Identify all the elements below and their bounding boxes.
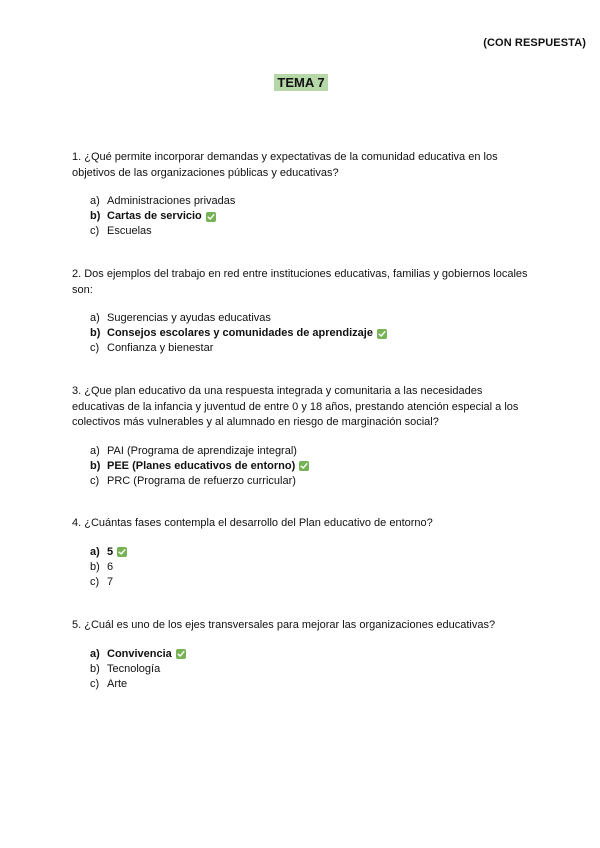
option-text: Administraciones privadas (107, 195, 236, 207)
option-letter: a) (90, 195, 100, 207)
option-text: Arte (107, 677, 128, 690)
question-text: 5. ¿Cuál es uno de los ejes transversales para mejorar las organizaciones educativas? (72, 619, 496, 631)
option-letter: c) (90, 474, 100, 487)
check-mark-icon (299, 461, 309, 471)
option-letter: c) (90, 342, 100, 354)
question-block (72, 267, 532, 356)
answer-options (72, 545, 532, 590)
answer-option (90, 194, 532, 209)
option-letter: a) (90, 312, 100, 324)
check-mark-icon (206, 212, 216, 222)
question-block (72, 384, 532, 489)
answer-options (72, 444, 532, 489)
answer-option (90, 474, 532, 489)
check-mark-icon (377, 329, 387, 339)
answer-option (90, 560, 532, 575)
option-letter: c) (90, 575, 100, 588)
option-text: 7 (107, 575, 114, 588)
option-text: 6 (107, 560, 114, 573)
option-text: Escuelas (107, 225, 152, 237)
question-block (72, 516, 532, 590)
question-text: 4. ¿Cuántas fases contempla el desarrollo del Plan educativo de entorno? (72, 517, 433, 529)
option-text: Sugerencias y ayudas educativas (107, 312, 271, 324)
answer-option (90, 575, 532, 590)
option-text: 5 (107, 545, 114, 558)
answer-options (72, 311, 532, 356)
title-wrap (0, 74, 600, 92)
option-text: PRC (Programa de refuerzo curricular) (107, 474, 296, 487)
check-mark-icon (176, 649, 186, 659)
answer-option-correct (90, 326, 532, 341)
option-text: Consejos escolares y comunidades de aprendizaje (107, 327, 373, 339)
question-block (72, 150, 532, 239)
option-text: Cartas de servicio (107, 210, 202, 222)
option-letter: a) (90, 545, 100, 558)
answer-key-note: (CON RESPUESTA) (483, 37, 586, 49)
answer-option (90, 444, 532, 459)
page-title: TEMA 7 (274, 74, 327, 91)
answer-option (90, 224, 532, 239)
answer-option-correct (90, 459, 532, 474)
option-letter: b) (90, 662, 100, 675)
answer-option-correct (90, 545, 532, 560)
answer-option (90, 311, 532, 326)
answer-options (72, 647, 532, 692)
option-letter: c) (90, 677, 100, 690)
option-letter: b) (90, 327, 101, 339)
option-letter: b) (90, 459, 101, 472)
question-text: 3. ¿Que plan educativo da una respuesta integrada y comunitaria a las necesidades educativas de la infancia y juventud de entre 0 y 18 años, prestando atención especial a los colectivos más vulnerables y al alumnado en riesgo de marginación social? (72, 385, 519, 428)
option-letter: b) (90, 210, 101, 222)
option-letter: b) (90, 560, 100, 573)
question-text: 2. Dos ejemplos del trabajo en red entre instituciones educativas, familias y gobiernos locales son: (72, 268, 528, 296)
option-text: Convivencia (107, 647, 172, 660)
option-text: Tecnología (107, 662, 161, 675)
answer-option (90, 662, 532, 677)
option-text: Confianza y bienestar (107, 342, 214, 354)
answer-option (90, 341, 532, 356)
option-letter: a) (90, 444, 100, 457)
question-text: 1. ¿Qué permite incorporar demandas y expectativas de la comunidad educativa en los objetivos de las organizaciones públicas y educativas? (72, 151, 498, 179)
answer-option-correct (90, 647, 532, 662)
option-text: PAI (Programa de aprendizaje integral) (107, 444, 297, 457)
question-block (72, 618, 532, 692)
answer-option (90, 677, 532, 692)
answer-option-correct (90, 209, 532, 224)
answer-options (72, 194, 532, 239)
option-letter: c) (90, 225, 100, 237)
option-letter: a) (90, 647, 100, 660)
check-mark-icon (117, 547, 127, 557)
option-text: PEE (Planes educativos de entorno) (107, 459, 296, 472)
